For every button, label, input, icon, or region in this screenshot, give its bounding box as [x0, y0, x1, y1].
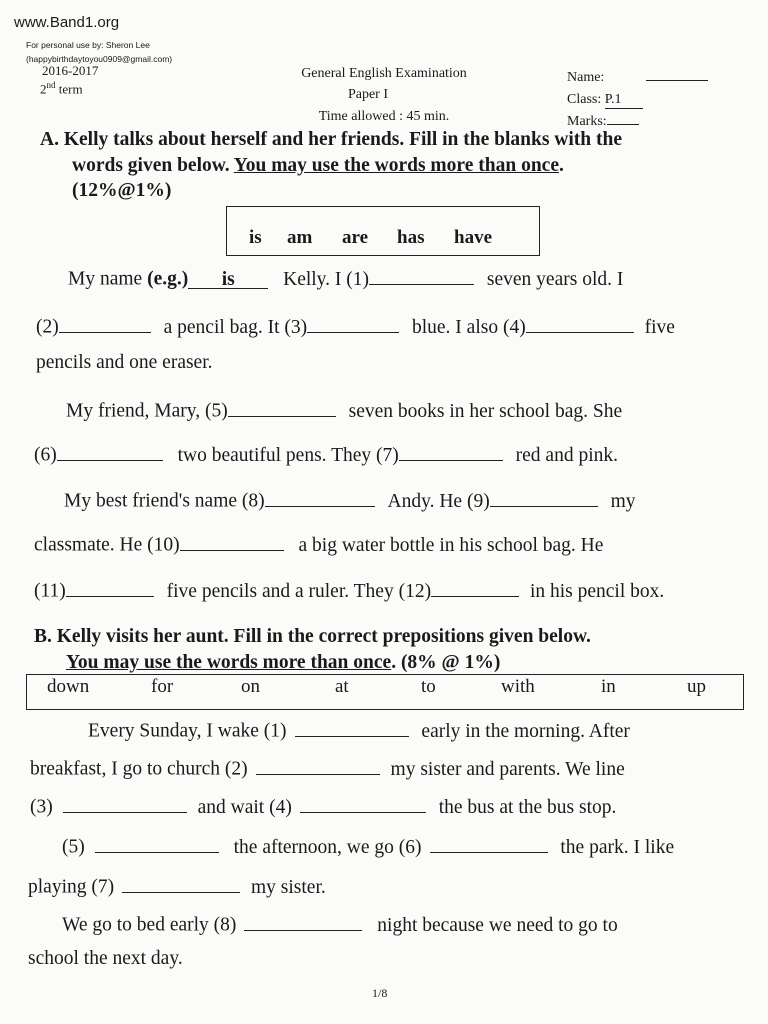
blank-12[interactable]	[431, 576, 519, 597]
word-bank-item: have	[454, 227, 492, 248]
word-bank-item: am	[287, 227, 313, 248]
word-bank-item: is	[249, 227, 262, 248]
blank-b2[interactable]	[256, 754, 380, 775]
passage-b-line: (3) and wait (4) the bus at the bus stop.	[30, 792, 616, 819]
word-bank-item: with	[501, 676, 535, 697]
passage-a-line: My name (e.g.) is Kelly. I (1) seven years old. I	[68, 264, 623, 291]
passage-a-line: pencils and one eraser.	[36, 352, 213, 373]
passage-a-line: classmate. He (10) a big water bottle in his school bag. He	[34, 530, 603, 557]
passage-b-line: Every Sunday, I wake (1) early in the morning. After	[88, 716, 630, 743]
blank-b5[interactable]	[95, 832, 219, 853]
term: 2nd term	[40, 80, 83, 97]
section-a-marks: (12%@1%)	[72, 180, 172, 201]
blank-8[interactable]	[265, 486, 375, 507]
word-bank-item: up	[687, 676, 706, 697]
blank-1[interactable]	[369, 264, 474, 285]
passage-b-line: breakfast, I go to church (2) my sister and parents. We line	[30, 754, 625, 781]
word-bank-item: down	[47, 676, 90, 697]
word-bank-item: on	[241, 676, 260, 697]
passage-b-line: school the next day.	[28, 948, 183, 969]
blank-2[interactable]	[59, 312, 151, 333]
blank-3[interactable]	[307, 312, 399, 333]
passage-b-line: (5) the afternoon, we go (6) the park. I like	[62, 832, 674, 859]
passage-a-line: (6) two beautiful pens. They (7) red and pink.	[34, 440, 618, 467]
word-bank-item: are	[342, 227, 369, 248]
exam-title: General English Examination	[301, 66, 467, 81]
blank-b6[interactable]	[430, 832, 548, 853]
marks-field: Marks:	[567, 114, 639, 130]
passage-a-line: My friend, Mary, (5) seven books in her school bag. She	[66, 396, 622, 423]
watermark-email: (happybirthdaytoyou0909@gmail.com)	[26, 54, 173, 64]
word-bank-item: has	[397, 227, 425, 248]
passage-b-line: We go to bed early (8) night because we need to go to	[62, 910, 618, 937]
blank-5[interactable]	[228, 396, 336, 417]
word-bank-a	[226, 206, 540, 256]
time-allowed: Time allowed : 45 min.	[318, 109, 450, 124]
section-b-heading: B. Kelly visits her aunt. Fill in the correct prepositions given below.	[34, 626, 591, 647]
word-bank-item: for	[151, 676, 174, 697]
blank-9[interactable]	[490, 486, 598, 507]
blank-b3[interactable]	[63, 792, 187, 813]
passage-a-line: (11) five pencils and a ruler. They (12) in his pencil box.	[34, 576, 664, 603]
class-value: P.1	[605, 92, 643, 109]
blank-7[interactable]	[399, 440, 503, 461]
example-answer: is	[188, 269, 268, 290]
watermark-personal-use: For personal use by: Sheron Lee	[26, 40, 150, 50]
passage-a-line: My best friend's name (8) Andy. He (9) my	[64, 486, 635, 513]
word-bank-item: to	[421, 676, 436, 697]
page-number: 1/8	[372, 986, 388, 1000]
blank-10[interactable]	[180, 530, 284, 551]
section-b-instruction: You may use the words more than once. (8% @ 1%)	[66, 652, 501, 673]
blank-11[interactable]	[66, 576, 154, 597]
paper-number: Paper I	[347, 87, 389, 102]
passage-a-line: (2) a pencil bag. It (3) blue. I also (4) five	[36, 312, 675, 339]
word-bank-item: in	[601, 676, 616, 697]
word-bank-item: at	[335, 676, 349, 697]
blank-b4[interactable]	[300, 792, 426, 813]
class-field: Class: P.1	[567, 92, 643, 109]
passage-b-line: playing (7) my sister.	[28, 872, 326, 899]
blank-b8[interactable]	[244, 910, 362, 931]
blank-6[interactable]	[57, 440, 163, 461]
watermark-site: www.Band1.org	[14, 14, 120, 31]
blank-b7[interactable]	[122, 872, 240, 893]
section-a-heading: A. Kelly talks about herself and her friends. Fill in the blanks with the	[40, 129, 622, 150]
word-bank-b	[26, 674, 744, 710]
name-field: Name:	[567, 70, 708, 86]
blank-b1[interactable]	[295, 716, 409, 737]
blank-4[interactable]	[526, 312, 634, 333]
section-a-instruction: words given below. You may use the words more than once.	[72, 155, 564, 176]
school-year: 2016-2017	[42, 63, 99, 78]
